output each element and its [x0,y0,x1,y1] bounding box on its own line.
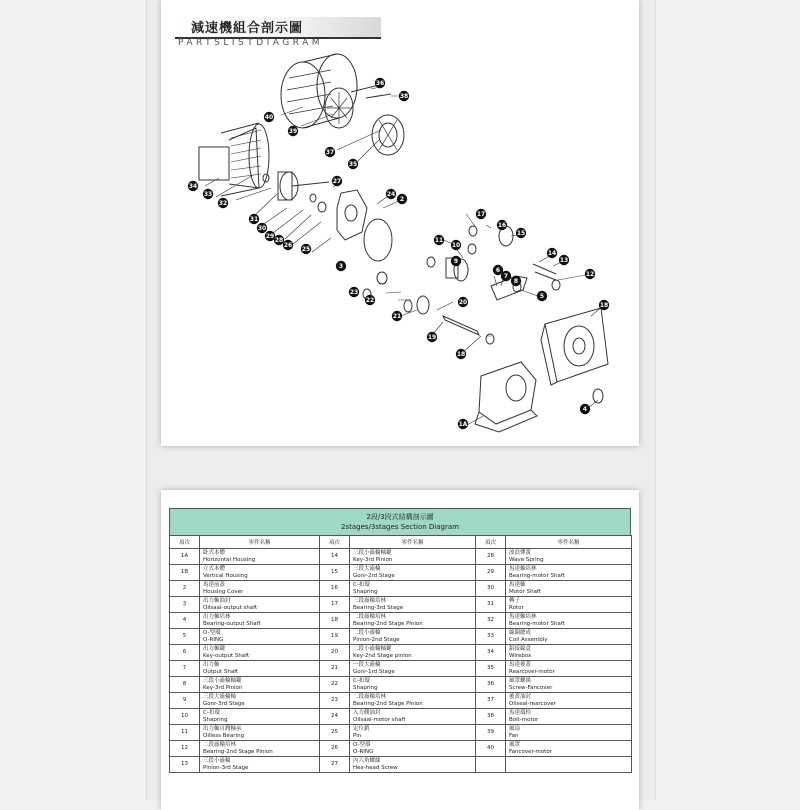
callout-label: 14 [547,249,557,257]
part-name-zh: 定位銷 [353,726,370,732]
callout-15 [516,228,526,238]
part-name [350,597,476,613]
part-name-zh: 馬達軸 [509,582,526,588]
callout-40 [264,112,274,122]
callout-11 [434,235,444,245]
callout-label: 8 [513,277,519,285]
part-name-zh: 三段齒輪培林 [353,598,387,604]
part-name-en: Bolt-motor [509,716,539,723]
part-name-en: Coil Assembly [509,636,548,643]
part-name-zh: 鋁接線盒 [509,646,532,652]
part-name-zh: 馬達後蓋 [509,662,532,668]
part-name-zh: 二段齒輪培林 [203,742,237,748]
part-name-en: Fancover-motor [509,748,552,755]
callout-7 [501,271,511,281]
callout-label: 6 [495,266,501,274]
part-name-zh: 馬達軸培林 [509,566,537,572]
callout-5 [537,291,547,301]
item-number: 7 [170,661,200,677]
item-number: 5 [170,629,200,645]
callout-label: 38 [399,92,409,100]
callout-label: 32 [218,199,228,207]
item-number [476,757,506,773]
part-name-en: Oilless Bearing [203,732,245,739]
part-name-zh: 三段小齒輪軸鍵 [353,550,392,556]
part-name [200,565,320,581]
item-number: 23 [320,693,350,709]
table-row [170,645,632,661]
part-name-zh: 卧式本體 [203,550,226,556]
part-name-zh: 一段大齒輪 [353,662,381,668]
part-name [350,629,476,645]
item-number: 2 [170,581,200,597]
col-header-item: 項次 [170,536,200,549]
callout-19 [427,332,437,342]
callout-label: 21 [392,312,402,320]
callout-12 [585,269,595,279]
item-number: 11 [170,725,200,741]
callout-17 [476,209,486,219]
part-name-zh: C-扣環 [353,582,370,588]
part-name-zh: 二段齒輪培林 [353,694,387,700]
callout-28 [274,235,284,245]
item-number: 31 [476,597,506,613]
part-name-zh: C-扣環 [203,710,220,716]
part-name [350,565,476,581]
part-name-en: Gonr-1rd Stage [353,668,395,675]
parts-table-wrap [169,508,631,773]
callout-label: 18 [599,301,609,309]
part-name-zh: 波浪彈簧 [509,550,532,556]
callout-label: 36 [375,79,385,87]
callout-label: 37 [325,148,335,156]
part-name-en: Key-2nd Stage pinion [353,652,412,659]
callout-36 [375,78,385,88]
exploded-parts-diagram [161,0,639,446]
part-name-zh: 二段小齒輪 [353,630,381,636]
part-name-zh: O-型環 [203,630,221,636]
callout-34 [188,181,198,191]
part-name [350,725,476,741]
item-number: 1B [170,565,200,581]
callout-8 [511,276,521,286]
callout-label: 10 [451,241,461,249]
part-name [200,677,320,693]
part-name-en: Key-3rd Pinion [353,556,393,563]
item-number: 10 [170,709,200,725]
table-row [170,709,632,725]
item-number: 8 [170,677,200,693]
item-number: 1A [170,549,200,565]
part-name-en: Rearcover-motor [509,668,555,675]
part-name [200,597,320,613]
part-name-en: Hex-head Screw [353,764,398,771]
part-name [350,661,476,677]
item-number: 18 [320,613,350,629]
part-name-en: Bearing-motor Shaft [509,572,565,579]
parts-table-panel [161,490,639,810]
diagram-panel [161,0,639,446]
callout-label: 25 [301,245,311,253]
callout-label: 24 [386,190,396,198]
table-heading-zh: 2段/3段式結構剖示圖 [366,513,434,521]
part-name-zh: 出力軸培林 [203,614,231,620]
item-number: 9 [170,693,200,709]
part-name-en: Bearing-2nd Stage Pinion [353,620,423,627]
col-header-item: 項次 [320,536,350,549]
part-name-en: Oilsaal-motor shaft [353,716,406,723]
callout-label: 23 [349,288,359,296]
item-number: 15 [320,565,350,581]
part-name [506,757,632,773]
item-number: 3 [170,597,200,613]
callout-25 [301,244,311,254]
part-name [200,661,320,677]
part-name-zh: 入力側油封 [353,710,381,716]
part-name-zh: 馬達環栓 [509,710,532,716]
callout-18 [599,300,609,310]
callout-32 [218,198,228,208]
callout-22 [365,295,375,305]
part-name [506,565,632,581]
callout-label: 33 [203,190,213,198]
callout-9 [451,256,461,266]
item-number: 14 [320,549,350,565]
table-row [170,757,632,773]
part-name [350,693,476,709]
part-name [506,613,632,629]
col-header-item: 項次 [476,536,506,549]
callout-label: 28 [274,236,284,244]
part-name-zh: 三段大齒輪軸 [203,694,237,700]
part-name-zh: 二段齒輪培林 [353,614,387,620]
callout-label: 5 [539,292,545,300]
part-name-en: Wirebox [509,652,532,659]
part-name-en: Bearing-3rd Stage [353,604,404,611]
item-number: 24 [320,709,350,725]
item-number: 25 [320,725,350,741]
table-row [170,693,632,709]
part-name-en: Bearing-2nd Stage Pinion [353,700,423,707]
part-name-en: Wave Spring [509,556,544,563]
part-name-en: Shapring [353,684,378,691]
part-name-zh: 三段大齒輪 [353,566,381,572]
rotor-drawing [278,172,329,200]
fan-drawing [325,88,353,128]
callout-label: 11 [434,236,444,244]
callout-label: 22 [365,296,375,304]
gasket-drawing [364,219,392,261]
callout-3 [336,261,346,271]
part-name [200,757,320,773]
part-name-en: Screw-Fancover [509,684,553,691]
table-heading [169,508,631,535]
callout-10 [451,240,461,250]
part-name [350,581,476,597]
callout-label: 35 [348,160,358,168]
table-header-row [170,536,632,549]
callout-13 [559,255,569,265]
item-number: 32 [476,613,506,629]
callout-label: 17 [476,210,486,218]
part-name-zh: 立式本體 [203,566,226,572]
callout-21 [392,311,402,321]
rear-cover-drawing [372,115,404,155]
col-header-name: 零件名稱 [350,536,476,549]
callout-29 [265,231,275,241]
col-header-name: 零件名稱 [200,536,320,549]
part-name-en: Pinion-2nd Stage [353,636,400,643]
part-name [506,581,632,597]
part-name [200,645,320,661]
part-name-en: Vertical Housing [203,572,248,579]
part-name-zh: 出力軸鍵 [203,646,226,652]
part-name-en: Gonr-3rd Stage [203,700,245,707]
callout-27 [332,176,342,186]
callout-label: 2 [399,195,405,203]
item-number: 33 [476,629,506,645]
part-name [350,741,476,757]
callout-label: 40 [264,113,274,121]
col-header-name: 零件名稱 [506,536,632,549]
part-name-zh: 線圈總成 [509,630,532,636]
part-name-zh: 風罩 [509,742,521,748]
flange-drawing [541,308,608,385]
table-row [170,597,632,613]
part-name-zh: O-型環 [353,742,371,748]
callout-31 [249,214,259,224]
table-row [170,661,632,677]
callout-label: 4 [582,405,588,413]
callout-label: 3 [338,262,344,270]
diagram-title: 減速機組合剖示圖 [191,21,304,36]
callout-4 [580,404,590,414]
callout-label: 9 [453,257,459,265]
item-number: 26 [320,741,350,757]
callout-label: 34 [188,182,198,190]
part-name [200,725,320,741]
item-number: 35 [476,661,506,677]
part-name-zh: 二段小齒輪軸鍵 [353,646,392,652]
table-row [170,549,632,565]
callout-label: 12 [585,270,595,278]
part-name-zh: 三段小齒輪軸鍵 [203,678,242,684]
item-number: 36 [476,677,506,693]
callout-39 [288,126,298,136]
part-name [200,549,320,565]
callout-label: 27 [332,177,342,185]
item-number: 40 [476,741,506,757]
item-number: 19 [320,629,350,645]
part-name-zh: 出力軸自潤軸承 [203,726,242,732]
part-name-en: Rotor [509,604,524,611]
part-name [350,757,476,773]
part-name-zh: 內六角螺絲 [353,758,381,764]
part-name [200,613,320,629]
part-name [506,725,632,741]
motor-body-drawing [199,123,269,196]
part-name [506,629,632,645]
callout-30 [257,223,267,233]
pinion-shaft-drawing [443,316,479,335]
callout-37 [325,147,335,157]
part-name-en: Pin [353,732,362,739]
callout-18 [456,349,466,359]
part-name [506,661,632,677]
item-number: 12 [170,741,200,757]
part-name [350,645,476,661]
item-number: 16 [320,581,350,597]
item-number: 28 [476,549,506,565]
part-name-zh: 風扇 [509,726,521,732]
item-number: 39 [476,725,506,741]
part-name-en: O-RING [353,748,374,755]
item-number: 13 [170,757,200,773]
callout-35 [348,159,358,169]
callout-label: 29 [265,232,275,240]
item-number: 21 [320,661,350,677]
callout-1A [458,419,468,429]
part-name [350,613,476,629]
item-number: 4 [170,613,200,629]
part-name [350,677,476,693]
part-name [200,581,320,597]
item-number: 20 [320,645,350,661]
part-name [200,709,320,725]
part-name-en: Housing Cover [203,588,244,595]
part-name-en: Bearing-motor Shaft [509,620,565,627]
callout-26 [283,240,293,250]
item-number: 34 [476,645,506,661]
part-name-en: Oilseal-rearcover [509,700,556,707]
part-name [350,709,476,725]
item-number: 38 [476,709,506,725]
table-row [170,581,632,597]
part-name [506,645,632,661]
part-name-en: Oilsaal-output shaft [203,604,258,611]
callout-label: 7 [503,272,509,280]
item-number: 6 [170,645,200,661]
table-row [170,613,632,629]
callout-33 [203,189,213,199]
part-name-en: Output Shaft [203,668,239,675]
callout-label: 20 [458,298,468,306]
callout-20 [458,297,468,307]
callout-label: 31 [249,215,259,223]
callout-24 [386,189,396,199]
part-name [506,693,632,709]
item-number: 17 [320,597,350,613]
part-name-en: Bearing-2nd Stage Pinion [203,748,273,755]
part-name-zh: 三段小齒輪 [203,758,231,764]
part-name-en: Fan [509,732,519,739]
table-row [170,629,632,645]
callout-label: 13 [559,256,569,264]
callout-label: 15 [516,229,526,237]
part-name [506,709,632,725]
table-row [170,741,632,757]
item-number: 22 [320,677,350,693]
part-name [506,549,632,565]
part-name [506,597,632,613]
part-name-en: Key-3rd Pinion [203,684,243,691]
callout-16 [497,220,507,230]
part-name [506,677,632,693]
callout-label: 26 [283,241,293,249]
callout-label: 19 [427,333,437,341]
housing-cover-drawing [337,190,367,240]
table-heading-en: 2stages/3stages Section Diagram [341,522,459,531]
table-row [170,677,632,693]
part-name-zh: C-扣環 [353,678,370,684]
part-name-zh: 出力軸 [203,662,220,668]
fancover-drawing [281,54,357,128]
callout-2 [397,194,407,204]
diagram-subtitle: PARTSLISTDIAGRAM [178,38,324,48]
item-number: 29 [476,565,506,581]
callout-label: 39 [288,127,298,135]
housing-drawing [475,362,537,432]
part-name-en: O-RING [203,636,224,643]
part-name-en: Shapring [353,588,378,595]
part-name [200,693,320,709]
item-number: 30 [476,581,506,597]
part-name-zh: 馬達前蓋 [203,582,226,588]
bearing-4-drawing [593,389,603,403]
table-row [170,565,632,581]
pinion-3rd-drawing [533,264,556,280]
part-name [506,741,632,757]
part-name-en: Motor Shaft [509,588,541,595]
part-name-zh: 出力軸油封 [203,598,231,604]
callout-23 [349,287,359,297]
callout-label: 1A [458,420,468,428]
part-name-en: Bearing-output Shaft [203,620,261,627]
part-name [200,741,320,757]
part-name [200,629,320,645]
part-name-zh: 風罩螺絲 [509,678,532,684]
part-name-en: Horizontal Housing [203,556,256,563]
part-name-en: Gonr-2rd Stage [353,572,395,579]
callout-label: 16 [497,221,507,229]
part-name-en: Pinion-3rd Stage [203,764,249,771]
part-name-zh: 馬達軸培林 [509,614,537,620]
part-name [350,549,476,565]
item-number: 27 [320,757,350,773]
part-name-en: Key-output Shaft [203,652,250,659]
parts-table [169,535,632,773]
part-name-zh: 後蓋油封 [509,694,532,700]
callout-label: 30 [257,224,267,232]
part-name-zh: 轉子 [509,598,521,604]
item-number: 37 [476,693,506,709]
table-row [170,725,632,741]
callout-label: 18 [456,350,466,358]
callout-38 [399,91,409,101]
part-name-en: Shapring [203,716,228,723]
callout-14 [547,248,557,258]
